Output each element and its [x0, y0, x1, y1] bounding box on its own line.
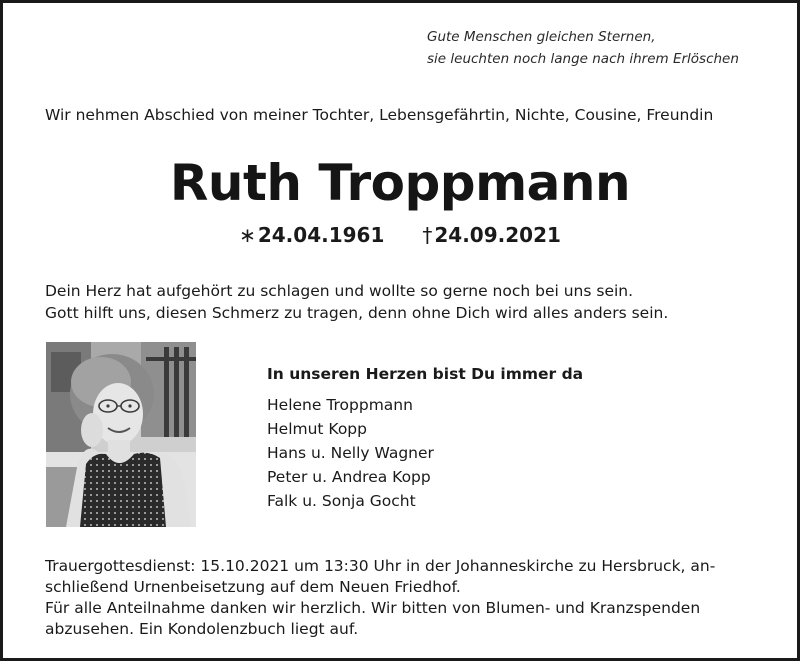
mourner-name: Peter u. Andrea Kopp	[267, 468, 431, 486]
mourner-name: Hans u. Nelly Wagner	[267, 444, 434, 462]
service-information	[45, 556, 765, 640]
quote-line-1: Gute Menschen gleichen Sternen,	[427, 29, 656, 45]
life-dates	[3, 220, 797, 250]
service-line-1: Trauergottesdienst: 15.10.2021 um 13:30 Uhr in der Johanneskirche zu Hersbruck, an-	[45, 557, 716, 575]
verse-line-2: Gott hilft uns, diesen Schmerz zu tragen, denn ohne Dich wird alles anders sein.	[45, 304, 669, 322]
farewell-intro: Wir nehmen Abschied von meiner Tochter, Lebensgefährtin, Nichte, Cousine, Freundin	[45, 106, 714, 124]
portrait-photo	[46, 342, 196, 527]
memorial-quote	[427, 26, 767, 70]
service-line-4: abzusehen. Ein Kondolenzbuch liegt auf.	[45, 620, 359, 638]
memorial-verse	[45, 280, 668, 324]
verse-line-1: Dein Herz hat aufgehört zu schlagen und wollte so gerne noch bei uns sein.	[45, 282, 634, 300]
death-date: 24.09.2021	[434, 223, 561, 247]
service-line-3: Für alle Anteilnahme danken wir herzlich. Wir bitten von Blumen- und Kranzspenden	[45, 599, 701, 617]
mourners-list	[267, 361, 583, 513]
mourner-name: Helmut Kopp	[267, 420, 367, 438]
birth-date: 24.04.1961	[257, 223, 385, 247]
death-cross-icon: †	[422, 223, 433, 247]
deceased-name: Ruth Troppmann	[169, 154, 631, 212]
mourner-name: Falk u. Sonja Gocht	[267, 492, 416, 510]
mourners-heading: In unseren Herzen bist Du immer da	[267, 365, 584, 383]
birth-star-icon: ∗	[239, 223, 256, 247]
quote-line-2: sie leuchten noch lange nach ihrem Erlöschen	[427, 51, 739, 67]
service-line-2: schließend Urnenbeisetzung auf dem Neuen Friedhof.	[45, 578, 461, 596]
mourner-name: Helene Troppmann	[267, 396, 413, 414]
